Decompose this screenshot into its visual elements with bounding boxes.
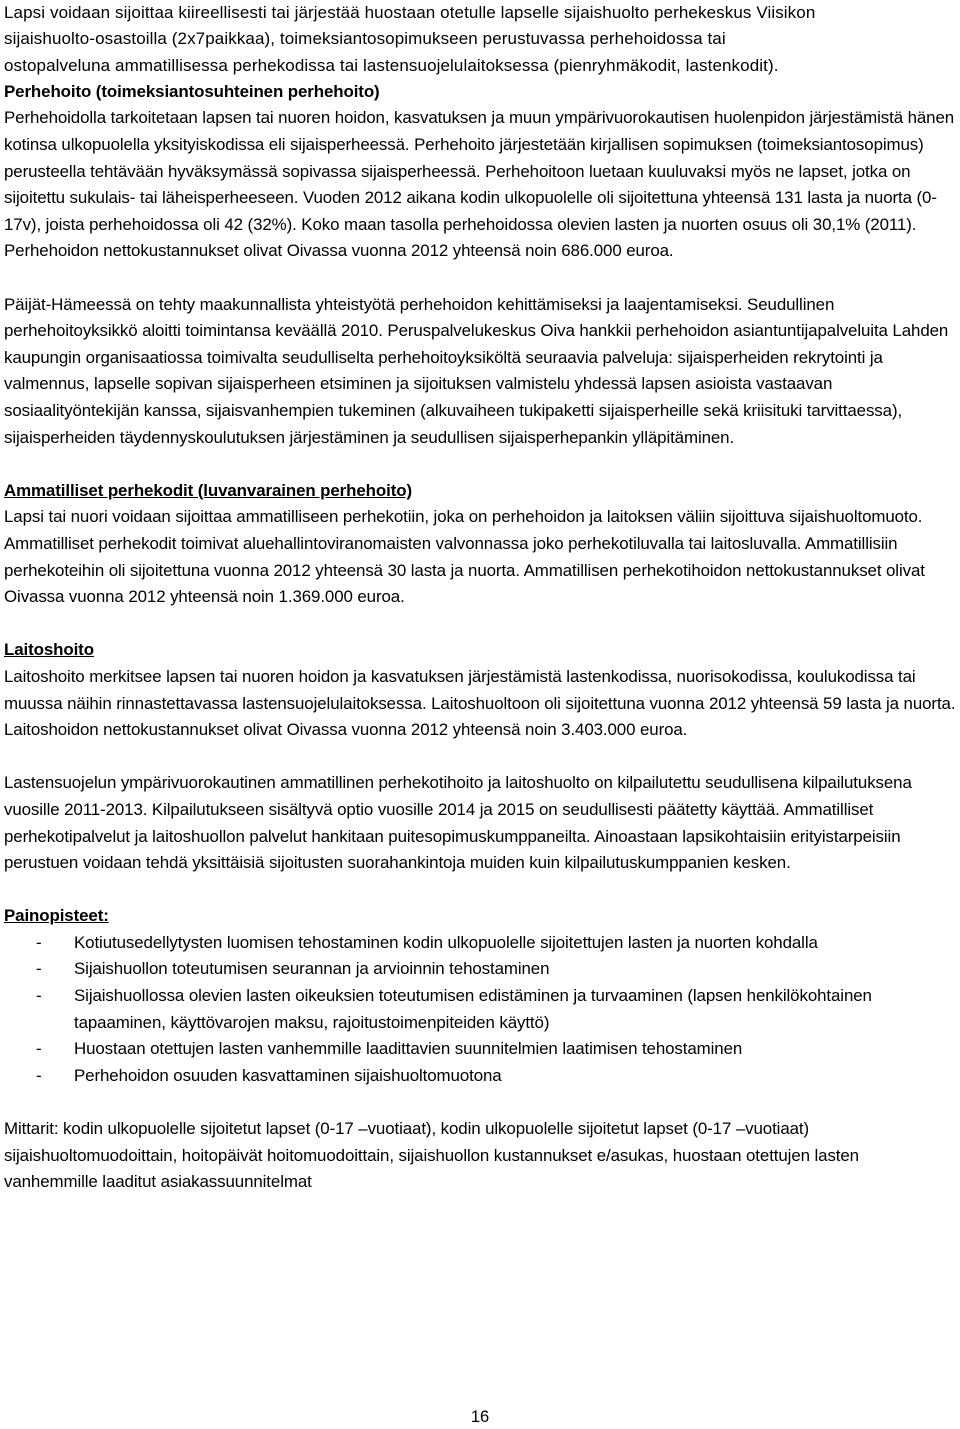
kilpailutus-section (4, 770, 956, 876)
mittarit-section (4, 1116, 956, 1196)
laitoshoito-heading: Laitoshoito (4, 640, 94, 660)
intro-line-2: sijaishuolto-osastoilla (2x7paikkaa), toimeksiantosopimukseen perustuvassa perhehoidossa tai (4, 29, 726, 49)
intro-line-3: ostopalveluna ammatillisessa perhekodissa tai lastensuojelulaitoksessa (pienryhmäkodit, lastenkodit). (4, 55, 779, 75)
intro-line-1: Lapsi voidaan sijoittaa kiireellisesti tai järjestää huostaan otetulle lapselle sijaishuolto perhekeskus Viisikon (4, 3, 816, 22)
list-item (4, 930, 956, 957)
list-item (4, 956, 956, 983)
list-dash: - (36, 1065, 42, 1085)
perhehoito-text: Perhehoidolla tarkoitetaan lapsen tai nuoren hoidon, kasvatuksen ja muun ympärivuorokautisen huolenpidon järjestämistä hänen kotinsa ulkopuolella yksityiskodissa eli sijaisperheessä. Perhehoito järjestetään kirjallisen sopimuksen (toimeksiantosopimus) perusteella tehtävään hyväksymässä sopivassa sijaisperheessä. Perhehoitoon luetaan kuuluvaksi myös ne lapset, jotka on sijoitettu sukulais- tai läheisperheeseen. Vuoden 2012 aikana kodin ulkopuolelle oli sijoitettuna yhteensä 131 lasta ja nuorta (0-17v), joista perhehoidossa oli 42 (32%). Koko maan tasolla perhehoidossa olevien lasten ja nuorten osuus oli 30,1% (2011). Perhehoidon nettokustannukset olivat Oivassa vuonna 2012 yhteensä noin 686.000 euroa. (4, 108, 955, 261)
laitoshoito-text: Laitoshoito merkitsee lapsen tai nuoren hoidon ja kasvatuksen järjestämistä lastenkodissa, nuorisokodissa, koulukodissa tai muussa näihin rinnastettavassa lastensuojelulaitoksessa. Laitoshuoltoon oli sijoitettuna vuonna 2012 yhteensä 59 lasta ja nuorta. Laitoshoidon nettokustannukset olivat Oivassa vuonna 2012 yhteensä noin 3.403.000 euroa. (4, 666, 956, 740)
intro-paragraph (4, 0, 956, 79)
list-dash: - (36, 959, 42, 979)
list-item (4, 1036, 956, 1063)
painopisteet-section (4, 903, 956, 1089)
list-item-text: Perhehoidon osuuden kasvattaminen sijaishuoltomuotona (74, 1065, 502, 1085)
laitoshoito-section (4, 637, 956, 743)
list-item-text: Kotiutusedellytysten luomisen tehostaminen kodin ulkopuolelle sijoitettujen lasten ja nuorten kohdalla (74, 932, 818, 952)
document-page (4, 0, 956, 1196)
list-dash: - (36, 1039, 42, 1059)
ammatilliset-text: Lapsi tai nuori voidaan sijoittaa ammatilliseen perhekotiin, joka on perhehoidon ja laitoksen väliin sijoittuva sijaishuoltomuoto. Ammatilliset perhekodit toimivat aluehallintoviranomaisten valvonnassa joko perhekotiluvalla tai laitosluvalla. Ammatillisiin perhekoteihin oli sijoitettuna vuonna 2012 yhteensä 30 lasta ja nuorta. Ammatillisen perhekotihoidon nettokustannukset olivat Oivassa vuonna 2012 yhteensä noin 1.369.000 euroa. (4, 507, 925, 607)
painopisteet-list (4, 930, 956, 1090)
list-item (4, 1063, 956, 1090)
painopisteet-heading: Painopisteet: (4, 906, 109, 926)
mittarit-text: Mittarit: kodin ulkopuolelle sijoitetut lapset (0-17 –vuotiaat), kodin ulkopuolelle sijoitetut lapset (0-17 –vuotiaat) sijaishuoltomuodoittain, hoitopäivät hoitomuodoittain, sijaishuollon kustannukset e/asukas, huostaan otettujen lasten vanhemmille laaditut asiakassuunnitelmat (4, 1119, 859, 1192)
list-item-text: Sijaishuollossa olevien lasten oikeuksien toteutumisen edistäminen ja turvaaminen (lapsen henkilökohtainen tapaaminen, käyttövarojen maksu, rajoitustoimenpiteiden käyttö) (74, 986, 872, 1032)
page-number: 16 (470, 1408, 490, 1426)
paijat-hame-section (4, 292, 956, 452)
list-item (4, 983, 956, 1036)
perhehoito-section (4, 79, 956, 265)
list-dash: - (36, 932, 42, 952)
ammatilliset-heading: Ammatilliset perhekodit (luvanvarainen perhehoito) (4, 480, 412, 500)
paijat-hame-text: Päijät-Hämeessä on tehty maakunnallista yhteistyötä perhehoidon kehittämiseksi ja laajentamiseksi. Seudullinen perhehoitoyksikkö aloitti toimintansa keväällä 2010. Peruspalvelukeskus Oiva hankkii perhehoidon asiantuntijapalveluita Lahden kaupungin organisaatiossa toimivalta seudulliselta perhehoitoyksiköltä seuraavia palveluja: sijaisperheiden rekrytointi ja valmennus, lapselle sopivan sijaisperheen etsiminen ja sijoituksen valmistelu yhdessä lapsen asioista vastaavan sosiaalityöntekijän kanssa, sijaisvanhempien tukeminen (alkuvaiheen tukipaketti sijaisperheille sekä kriisituki tarvittaessa), sijaisperheiden täydennyskoulutuksen järjestäminen ja seudullisen sijaisperhepankin ylläpitäminen. (4, 294, 949, 447)
list-item-text: Huostaan otettujen lasten vanhemmille laadittavien suunnitelmien laatimisen tehostaminen (74, 1039, 743, 1059)
perhehoito-heading: Perhehoito (toimeksiantosuhteinen perhehoito) (4, 81, 380, 101)
list-dash: - (36, 986, 42, 1006)
kilpailutus-text: Lastensuojelun ympärivuorokautinen ammatillinen perhekotihoito ja laitoshuolto on kilpailutettu seudullisena kilpailutuksena vuosille 2011-2013. Kilpailutukseen sisältyvä optio vuosille 2014 ja 2015 on seudullisesti päätetty käyttää. Ammatilliset perhekotipalvelut ja laitoshuollon palvelut hankitaan puitesopimuskumppaneilta. Ainoastaan lapsikohtaisiin erityistarpeisiin perustuen voidaan tehdä yksittäisiä sijoitusten suorahankintoja muiden kuin kilpailutuskumppanien kesken. (4, 773, 912, 873)
list-item-text: Sijaishuollon toteutumisen seurannan ja arvioinnin tehostaminen (74, 959, 550, 979)
ammatilliset-section (4, 478, 956, 611)
